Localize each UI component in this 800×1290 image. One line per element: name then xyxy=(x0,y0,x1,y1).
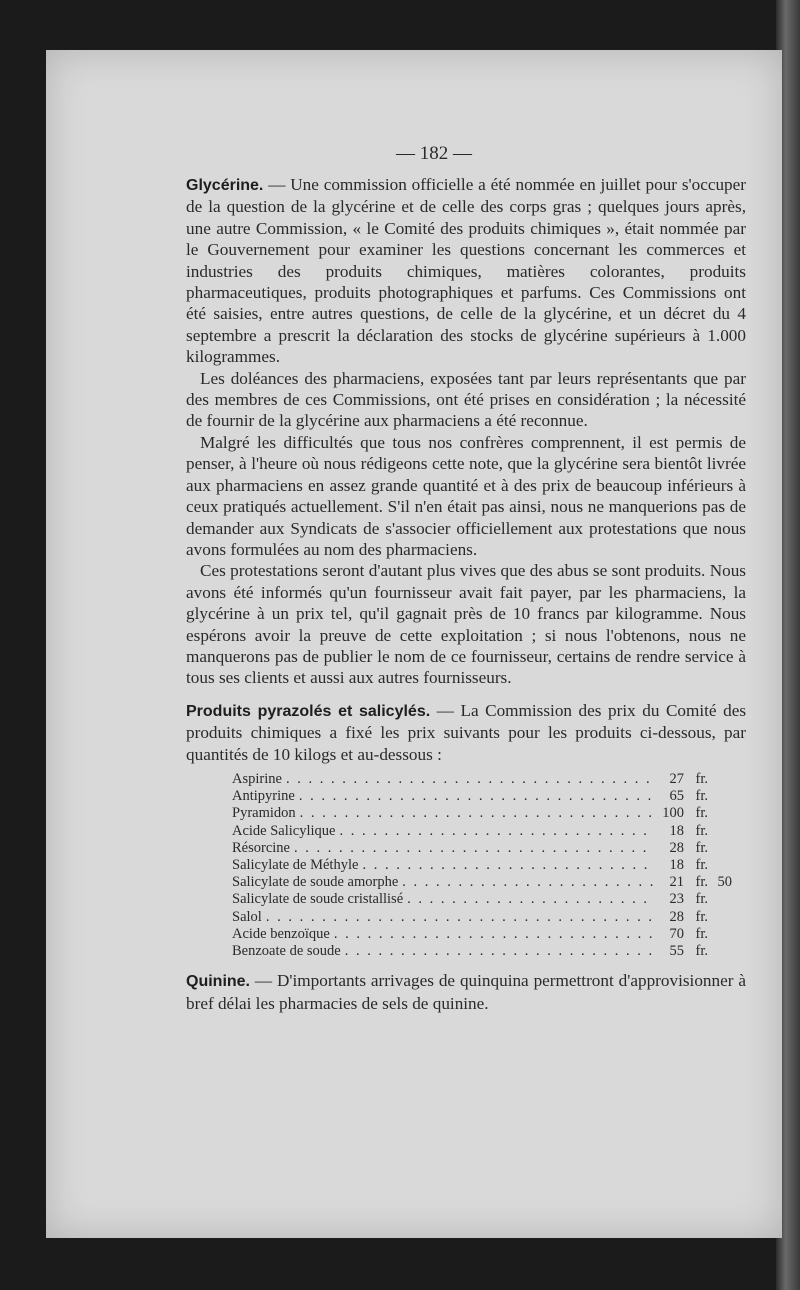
price-unit: fr. xyxy=(695,856,708,873)
quinine-paragraph xyxy=(186,970,746,1014)
section-spacer xyxy=(186,689,746,700)
product-price: 70 xyxy=(669,925,684,942)
product-name: Résorcine xyxy=(232,839,290,856)
product-name: Salicylate de soude amorphe xyxy=(232,874,399,891)
page-number: — 182 — xyxy=(396,143,472,164)
dot-leader xyxy=(345,943,654,960)
product-price: 23 xyxy=(669,891,684,908)
price-row xyxy=(232,805,708,822)
product-name: Salicylate de soude cristallisé xyxy=(232,891,404,908)
product-name: Salol xyxy=(232,908,262,925)
product-price: 18 xyxy=(669,856,684,873)
glycerine-paragraph-1 xyxy=(186,174,746,368)
product-name: Acide benzoïque xyxy=(232,925,330,942)
price-unit: fr. xyxy=(695,770,708,787)
product-price: 21 xyxy=(669,874,684,891)
price-row xyxy=(232,788,708,805)
dot-leader xyxy=(402,874,654,891)
dot-leader xyxy=(286,771,654,788)
price-cents: 50 xyxy=(717,874,732,891)
quinine-heading: Quinine. xyxy=(186,973,250,991)
pyrazoles-paragraph xyxy=(186,700,746,765)
section-spacer xyxy=(186,960,746,970)
price-row xyxy=(232,909,708,926)
product-price: 55 xyxy=(669,943,684,959)
product-name: Pyramidon xyxy=(232,805,296,822)
page-body xyxy=(186,174,746,1014)
price-unit: fr. xyxy=(695,874,708,891)
glycerine-text-1: — Une commission officielle a été nommée en juillet pour s'occuper de la question de la glycérine et de celle des corps gras ; quelques jours après, une autre Commission, « le Comité des produits chimiques », était nommée par le Gouvernement pour examiner les questions concernant les commerces et industries des produits chimiques, matières colorantes, produits pharmaceutiques, produits photographiques et parfums. Ces Commissions ont été saisies, entre autres questions, de celle de la glycérine, et un décret du 4 septembre a prescrit la déclaration des stocks de glycérine supérieurs à 1.000 kilogrammes. xyxy=(186,175,747,367)
product-name: Salicylate de Méthyle xyxy=(232,856,359,873)
dot-leader xyxy=(339,823,654,840)
price-row xyxy=(232,874,732,891)
product-name: Acide Salicylique xyxy=(232,822,336,839)
price-list xyxy=(232,770,732,960)
price-unit: fr. xyxy=(695,891,708,908)
product-name: Aspirine xyxy=(232,770,282,787)
document-page xyxy=(46,50,782,1238)
glycerine-paragraph-4: Ces protestations seront d'autant plus vives que des abus se sont produits. Nous avons été informés qu'un fournisseur avait fait payer, par les pharmaciens, la glycérine à un prix tel, qu'il gagnait près de 10 francs par kilogramme. Nous espérons avoir la preuve de cette exploitation ; si nous l'obtenons, nous ne manquerons pas de publier le nom de ce fournisseur, certains de rendre service à tous ses clients et aussi aux autres fournisseurs. xyxy=(186,561,746,688)
dot-leader xyxy=(334,926,654,943)
price-row xyxy=(232,857,708,874)
product-name: Benzoate de soude xyxy=(232,943,341,959)
price-row xyxy=(232,891,708,908)
price-unit: fr. xyxy=(695,925,708,942)
product-price: 28 xyxy=(669,908,684,925)
dot-leader xyxy=(407,891,654,908)
glycerine-paragraph-3: Malgré les difficultés que tous nos confrères comprennent, il est permis de penser, à l'heure où nous rédigeons cette note, que la glycérine sera bientôt livrée aux pharmaciens en assez grande quantité et à des prix de beaucoup inférieurs à ceux pratiqués actuellement. S'il n'en était pas ainsi, nous ne manquerions pas de demander aux Syndicats de s'associer officiellement aux protestations que nous avons formulées au nom des pharmaciens. xyxy=(186,432,746,559)
price-row xyxy=(232,943,708,960)
product-price: 65 xyxy=(669,788,684,805)
price-row xyxy=(232,823,708,840)
product-price: 100 xyxy=(662,805,684,822)
price-unit: fr. xyxy=(695,908,708,925)
product-price: 18 xyxy=(669,822,684,839)
price-unit: fr. xyxy=(695,839,708,856)
dot-leader xyxy=(300,805,654,822)
price-unit: fr. xyxy=(695,805,708,822)
product-price: 28 xyxy=(669,839,684,856)
pyrazoles-intro: — La Commission des prix du Comité des produits chimiques a fixé les prix suivants pour les produits ci-dessous, par quantités de 10 kilogs et au-dessous : xyxy=(186,700,747,764)
price-unit: fr. xyxy=(695,788,708,805)
price-unit: fr. xyxy=(695,943,708,959)
product-price: 27 xyxy=(669,770,684,787)
price-row xyxy=(232,771,708,788)
price-row xyxy=(232,840,708,857)
quinine-text: — D'importants arrivages de quinquina permettront d'approvisionner à bref délai les pharmacies de sels de quinine. xyxy=(186,971,746,1013)
glycerine-paragraph-2: Les doléances des pharmaciens, exposées tant par leurs représentants que par des membres de ces Commissions, ont été prises en considération ; la nécessité de fournir de la glycérine aux pharmaciens a été reconnue. xyxy=(186,368,746,431)
price-unit: fr. xyxy=(695,822,708,839)
dot-leader xyxy=(294,840,654,857)
product-name: Antipyrine xyxy=(232,788,295,805)
dot-leader xyxy=(362,857,654,874)
glycerine-heading: Glycérine. xyxy=(186,177,264,194)
pyrazoles-heading: Produits pyrazolés et salicylés. xyxy=(186,702,431,720)
price-row xyxy=(232,926,708,943)
dot-leader xyxy=(299,788,654,805)
dot-leader xyxy=(266,909,654,926)
